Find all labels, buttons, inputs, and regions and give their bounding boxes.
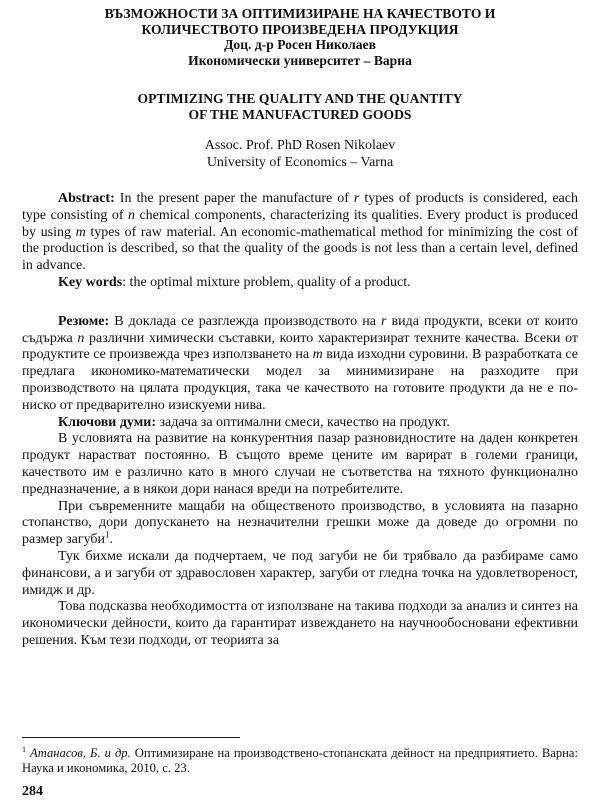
footnote — [22, 746, 578, 776]
abstract-var-r: r — [353, 191, 360, 206]
bg-keywords-text: задача за оптимални смеси, качество на продукт. — [156, 414, 450, 430]
page-number: 284 — [22, 784, 43, 799]
abstract-paragraph — [22, 191, 578, 275]
abstract-text-3: chemical components, characterizing its qualities. Every product is produced by using — [22, 207, 579, 240]
resume-var-m: m — [312, 347, 323, 363]
body-paragraph-3: Тук бихме искали да подчертаем, че под загуби не би трябвало да разбираме само финансови, а и загуби от здравословен характер, загуби от гледна точка на удовлетвореност, имидж и др. — [22, 548, 578, 598]
body-paragraph-2-end: . — [109, 532, 114, 548]
abstract-text-4: types of raw material. An economic-mathematical method for minimizing the cost of the production is described, so that the quality of the goods is not less than a certain level, defined in advance. — [22, 224, 579, 274]
keywords-label: Key words — [58, 274, 123, 290]
bg-keywords-label: Ключови думи: — [58, 414, 157, 430]
resume-text-2: вида продукти, всеки от които съдържа — [22, 313, 579, 346]
english-title-line-2: OF THE MANUFACTURED GOODS — [188, 106, 412, 122]
english-title — [22, 91, 578, 122]
abstract-var-m: m — [75, 224, 86, 240]
footnote-text: Оптимизиране на производствено-стопанската дейност на предприятието. Варна: Наука и икономика, 2010, с. 23. — [22, 746, 578, 775]
resume-var-r: r — [381, 313, 387, 329]
resume-text-3: различни химически съставки, които характеризират техните качества. Всеки от продуктите се произвежда чрез използването на — [22, 330, 578, 363]
abstract-text-1: In the present paper the manufacture of — [114, 191, 354, 206]
footnote-reference: 1 — [105, 529, 110, 540]
resume-paragraph — [22, 314, 578, 415]
body-paragraph-2 — [22, 499, 578, 549]
resume-text-4: вида изходни суровини. В разработката се предлага икономико-математически модел за минимизиране на разходите при производството на цялата продукция, така че качеството на готовите продукти да не е по-ниско от предварително изискуеми нива. — [22, 347, 578, 413]
bg-keywords-paragraph — [22, 415, 578, 432]
english-author: Assoc. Prof. PhD Rosen Nikolaev — [204, 138, 396, 153]
english-title-line-1: OPTIMIZING THE QUALITY AND THE QUANTITY — [137, 91, 463, 106]
resume-var-n: n — [77, 330, 85, 346]
bulgarian-author: Доц. д-р Росен Николаев — [224, 37, 376, 52]
body-paragraph-2-text: При съвременните мащаби на общественото производство, в условията на пазарно стопанство, дори допускането на незначителни грешки може да доведе до огромни по размер загуби — [22, 498, 578, 548]
footnote-authors: Атанасов, Б. и др. — [30, 746, 131, 760]
english-university: University of Economics – Varna — [206, 154, 394, 170]
abstract-text-2: types of products is considered, each type consisting of — [22, 191, 578, 223]
keywords-text: : the optimal mixture problem, quality of a product. — [122, 274, 411, 290]
keywords-paragraph — [22, 275, 578, 292]
footnote-divider — [22, 737, 240, 738]
abstract-var-n: n — [127, 207, 135, 223]
body-paragraph-1: В условията на развитие на конкурентния пазар разновидностите на даден конкретен продукт нарастват постоянно. В същото време цените им варират в големи граници, качеството им е различно като в много случаи не съответства на тяхното функционално предназначение, а в някои дори нанася вреди на потребителите. — [22, 431, 578, 497]
bulgarian-title-line-1: ВЪЗМОЖНОСТИ ЗА ОПТИМИЗИРАНЕ НА КАЧЕСТВОТО И — [104, 6, 496, 21]
resume-text-1: В доклада се разглежда производството на — [109, 313, 381, 329]
footnote-mark: 1 — [22, 744, 26, 754]
bulgarian-title-line-2: КОЛИЧЕСТВОТО ПРОИЗВЕДЕНА ПРОДУКЦИЯ — [141, 21, 459, 37]
body-paragraph-4: Това подсказва необходимостта от използване на такива подходи за анализ и синтез на икономически дейности, които да гарантират извеждането на научнообосновани ефективни решения. Към тези подходи, от теорията за — [22, 599, 578, 648]
paper-page — [0, 6, 600, 806]
resume-label: Резюме: — [58, 313, 110, 329]
bulgarian-university: Икономически университет – Варна — [188, 53, 412, 68]
bulgarian-title — [22, 6, 578, 37]
abstract-label: Abstract: — [58, 191, 115, 206]
